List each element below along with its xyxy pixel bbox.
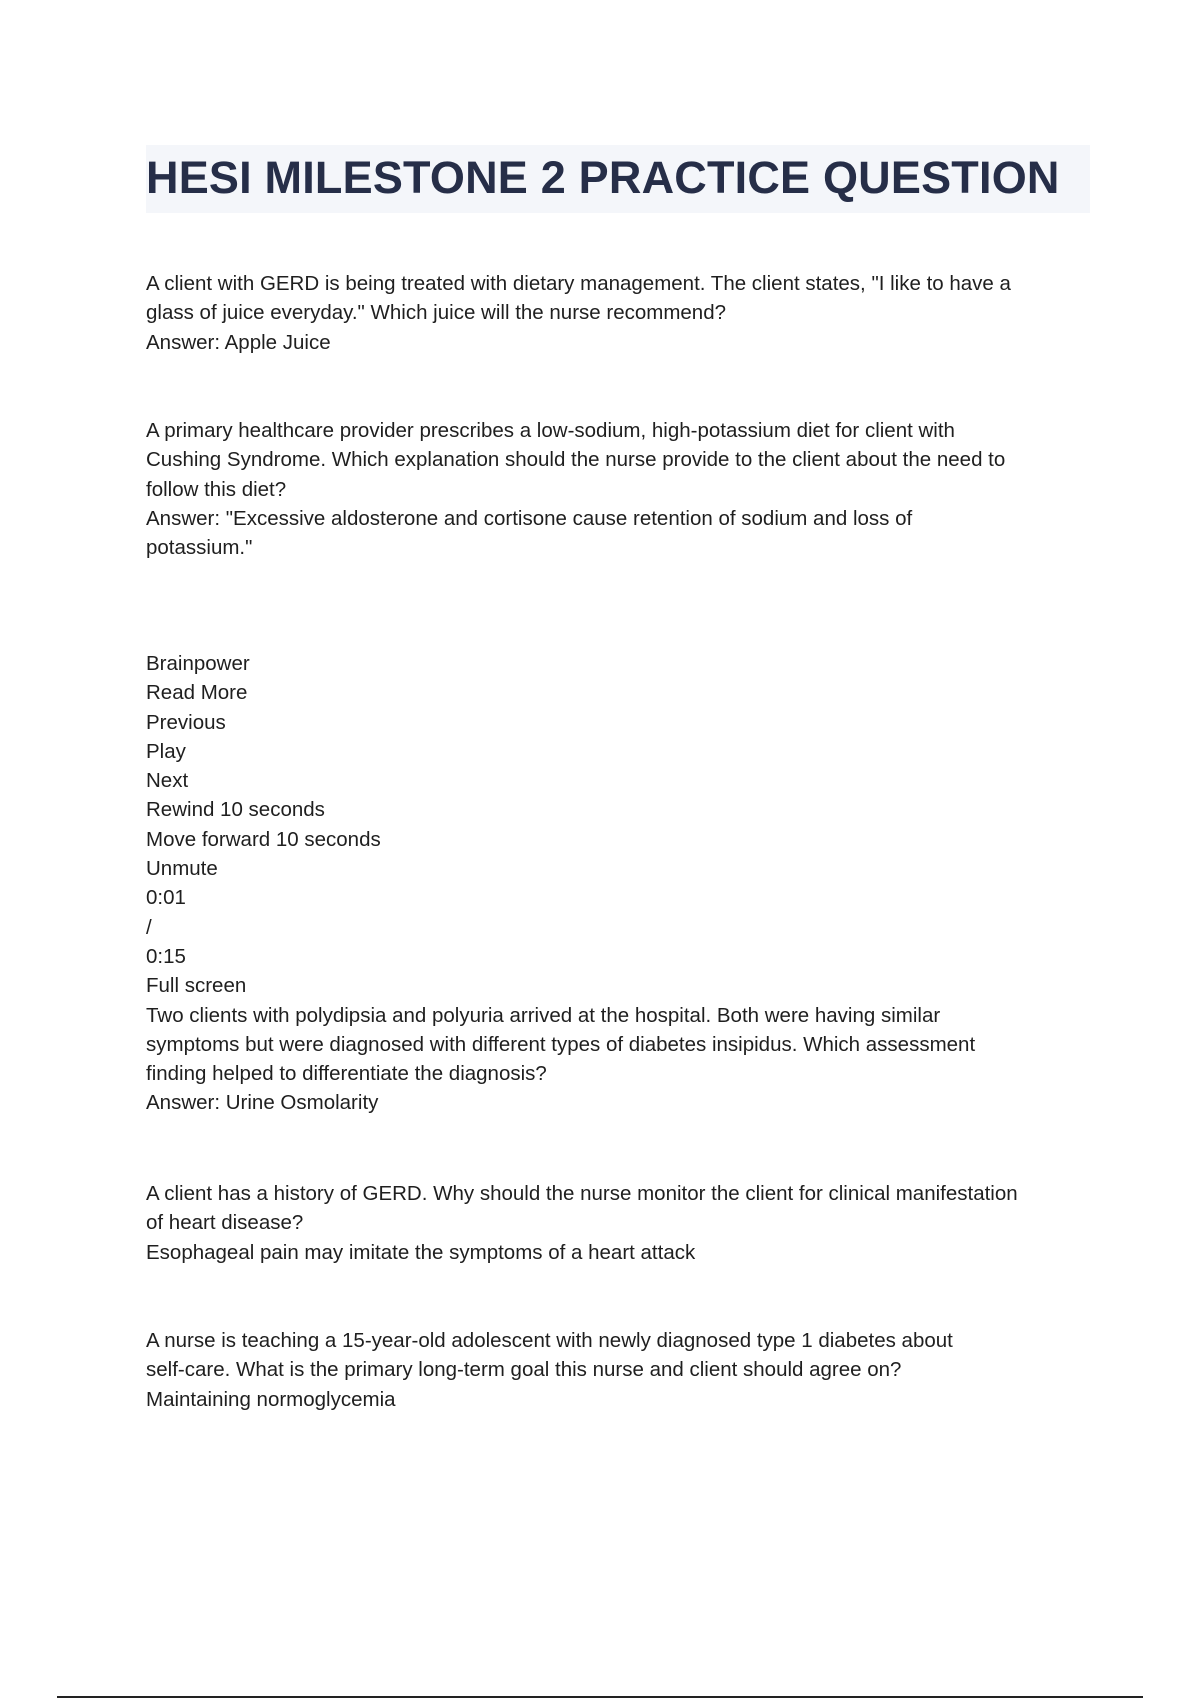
text-line: finding helped to differentiate the diagnosis?	[146, 1062, 547, 1086]
question-block-type1-diabetes	[146, 1326, 1096, 1414]
player-duration: 0:15	[146, 944, 186, 968]
text-line: follow this diet?	[146, 477, 287, 501]
text-line: A client has a history of GERD. Why should the nurse monitor the client for clinical manifestation	[146, 1182, 1018, 1205]
player-label-rewind: Rewind 10 seconds	[146, 798, 325, 822]
question-block-cushing-diet	[146, 416, 1096, 562]
text-line: A client with GERD is being treated with dietary management. The client states, "I like to have a	[146, 272, 1011, 295]
answer-line: Maintaining normoglycemia	[146, 1387, 396, 1411]
player-label-read-more: Read More	[146, 681, 248, 705]
player-label-previous: Previous	[146, 710, 226, 734]
player-label-unmute: Unmute	[146, 857, 218, 881]
text-line: symptoms but were diagnosed with different types of diabetes insipidus. Which assessment	[146, 1032, 976, 1056]
text-line: self-care. What is the primary long-term goal this nurse and client should agree on?	[146, 1358, 902, 1382]
answer-line: Answer: Urine Osmolarity	[146, 1091, 379, 1115]
text-line: A primary healthcare provider prescribes a low-sodium, high-potassium diet for client with	[146, 419, 955, 442]
question-block-diabetes-insipidus	[146, 649, 1096, 1118]
text-line: glass of juice everyday." Which juice will the nurse recommend?	[146, 301, 727, 325]
player-label-play: Play	[146, 739, 186, 763]
player-label-next: Next	[146, 769, 189, 793]
text-line: Cushing Syndrome. Which explanation should the nurse provide to the client about the need to	[146, 448, 1006, 472]
text-line: Two clients with polydipsia and polyuria arrived at the hospital. Both were having similar	[146, 1003, 941, 1027]
answer-line: Answer: Apple Juice	[146, 330, 331, 354]
player-label-brainpower: Brainpower	[146, 652, 250, 675]
text-line: A nurse is teaching a 15-year-old adolescent with newly diagnosed type 1 diabetes about	[146, 1329, 953, 1352]
answer-line: Esophageal pain may imitate the symptoms of a heart attack	[146, 1240, 696, 1264]
document-title: HESI MILESTONE 2 PRACTICE QUESTION	[146, 152, 1060, 203]
player-current-time: 0:01	[146, 886, 186, 910]
footer-divider	[57, 1696, 1143, 1698]
player-time-separator: /	[146, 915, 152, 939]
player-label-forward: Move forward 10 seconds	[146, 827, 381, 851]
text-line: of heart disease?	[146, 1211, 304, 1235]
answer-line: Answer: "Excessive aldosterone and cortisone cause retention of sodium and loss of	[146, 506, 913, 530]
answer-line: potassium."	[146, 536, 253, 560]
question-block-gerd-juice	[146, 269, 1096, 357]
question-block-gerd-heart	[146, 1179, 1096, 1267]
player-label-full-screen: Full screen	[146, 974, 247, 998]
